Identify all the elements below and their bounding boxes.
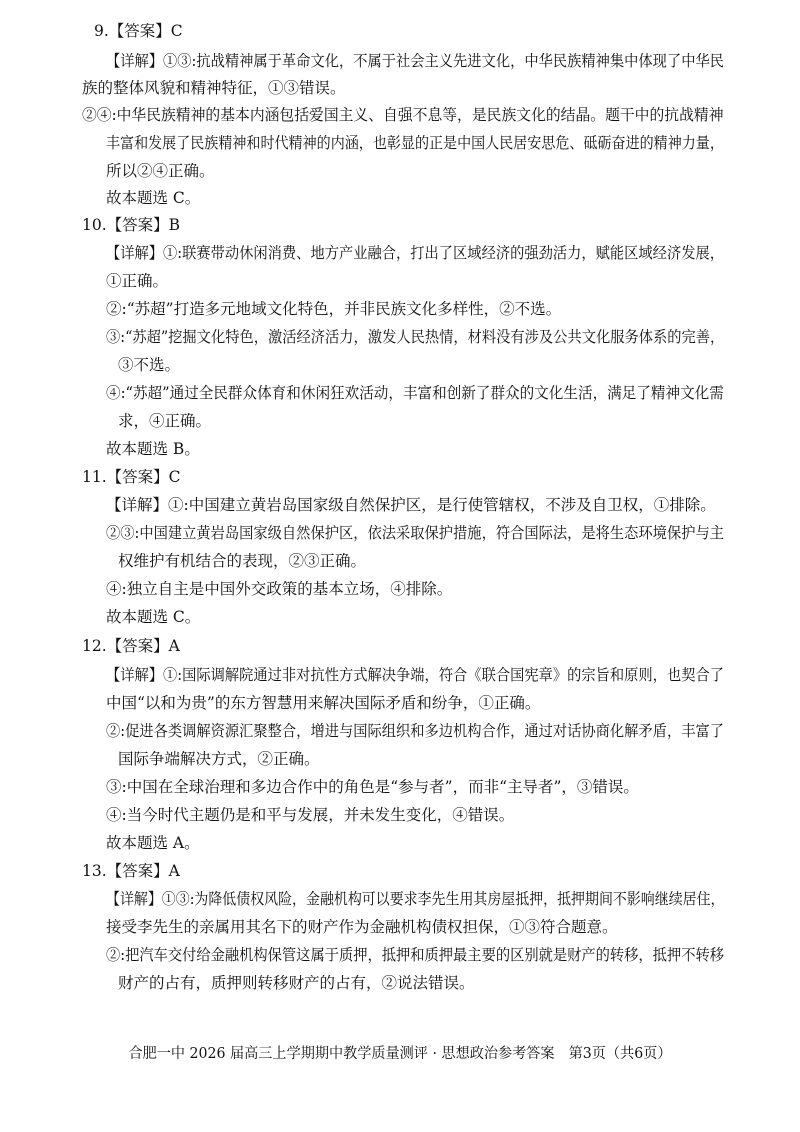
explanation-line: ②④:中华民族精神的基本内涵包括爱国主义、自强不息等，是民族文化的结晶。题干中的抗战精神 (82, 106, 724, 124)
explanation-line: 【详解】①:联赛带动休闲消费、地方产业融合，打出了区域经济的强劲活力，赋能区域经济发展， (106, 244, 724, 262)
explanation-line: ②:促进各类调解资源汇聚整合，增进与国际组织和多边机构合作，通过对话协商化解矛盾，丰富了 (106, 722, 724, 740)
explanation-line: ③:中国在全球治理和多边合作中的角色是“参与者”，而非“主导者”，③错误。 (106, 778, 639, 796)
conclusion-line: 故本题选 A。 (106, 834, 200, 852)
explanation-line: 接受李先生的亲属用其名下的财产作为金融机构债权担保，①③符合题意。 (106, 918, 618, 936)
explanation-line: 【详解】①:中国建立黄岩岛国家级自然保护区，是行使管辖权，不涉及自卫权，①排除。 (106, 496, 716, 514)
explanation-line: 族的整体风貌和精神特征，①③错误。 (82, 79, 346, 97)
conclusion-line: 故本题选 B。 (106, 440, 200, 458)
answer-label: 12.【答案】A (82, 637, 180, 655)
explanation-line: ④:当今时代主题仍是和平与发展，并未发生变化，④错误。 (106, 806, 515, 824)
explanation-line: 国际争端解决方式，②正确。 (118, 750, 320, 768)
explanation-line: ②③:中国建立黄岩岛国家级自然保护区，依法采取保护措施，符合国际法，是将生态环境保护与主 (106, 524, 724, 542)
explanation-line: 所以②④正确。 (106, 162, 215, 180)
explanation-line: 丰富和发展了民族精神和时代精神的内涵，也彰显的正是中国人民居安思危、砥砺奋进的精神力量， (106, 134, 724, 152)
explanation-line: ④:“苏超”通过全民群众体育和休闲狂欢活动，丰富和创新了群众的文化生活，满足了精神文化需 (106, 384, 724, 402)
explanation-line: ②:把汽车交付给金融机构保管这属于质押，抵押和质押最主要的区别就是财产的转移，抵押不转移 (106, 946, 724, 964)
answer-label: 11.【答案】C (82, 468, 181, 486)
answer-label: 13.【答案】A (82, 862, 180, 880)
explanation-line: 【详解】①③:为降低债权风险，金融机构可以要求李先生用其房屋抵押，抵押期间不影响继续居住， (106, 890, 725, 908)
explanation-line: ②:“苏超”打造多元地域文化特色，并非民族文化多样性，②不选。 (106, 300, 562, 318)
explanation-line: 中国“以和为贵”的东方智慧用来解决国际矛盾和纷争，①正确。 (106, 694, 541, 712)
page-footer: 合肥一中 2026 届高三上学期期中教学质量测评 · 思想政治参考答案 第3页（共6页） (128, 1046, 672, 1062)
explanation-line: 【详解】①:国际调解院通过非对抗性方式解决争端，符合《联合国宪章》的宗旨和原则，也契合了 (106, 666, 724, 684)
explanation-line: ④:独立自主是中国外交政策的基本立场，④排除。 (106, 580, 453, 598)
explanation-line: 财产的占有，质押则转移财产的占有，②说法错误。 (118, 974, 475, 992)
answer-label: 9.【答案】C (94, 22, 183, 40)
conclusion-line: 故本题选 C。 (106, 189, 201, 207)
explanation-line: ①正确。 (106, 272, 169, 290)
explanation-line: 权维护有机结合的表现，②③正确。 (118, 552, 367, 570)
explanation-line: 【详解】①③:抗战精神属于革命文化，不属于社会主义先进文化，中华民族精神集中体现了中华民 (106, 52, 724, 70)
answer-label: 10.【答案】B (82, 216, 181, 234)
explanation-line: ③:“苏超”挖掘文化特色，激活经济活力，激发人民热情，材料没有涉及公共文化服务体系的完善， (106, 328, 725, 346)
conclusion-line: 故本题选 C。 (106, 608, 201, 626)
explanation-line: ③不选。 (118, 356, 181, 374)
explanation-line: 求，④正确。 (118, 412, 212, 430)
